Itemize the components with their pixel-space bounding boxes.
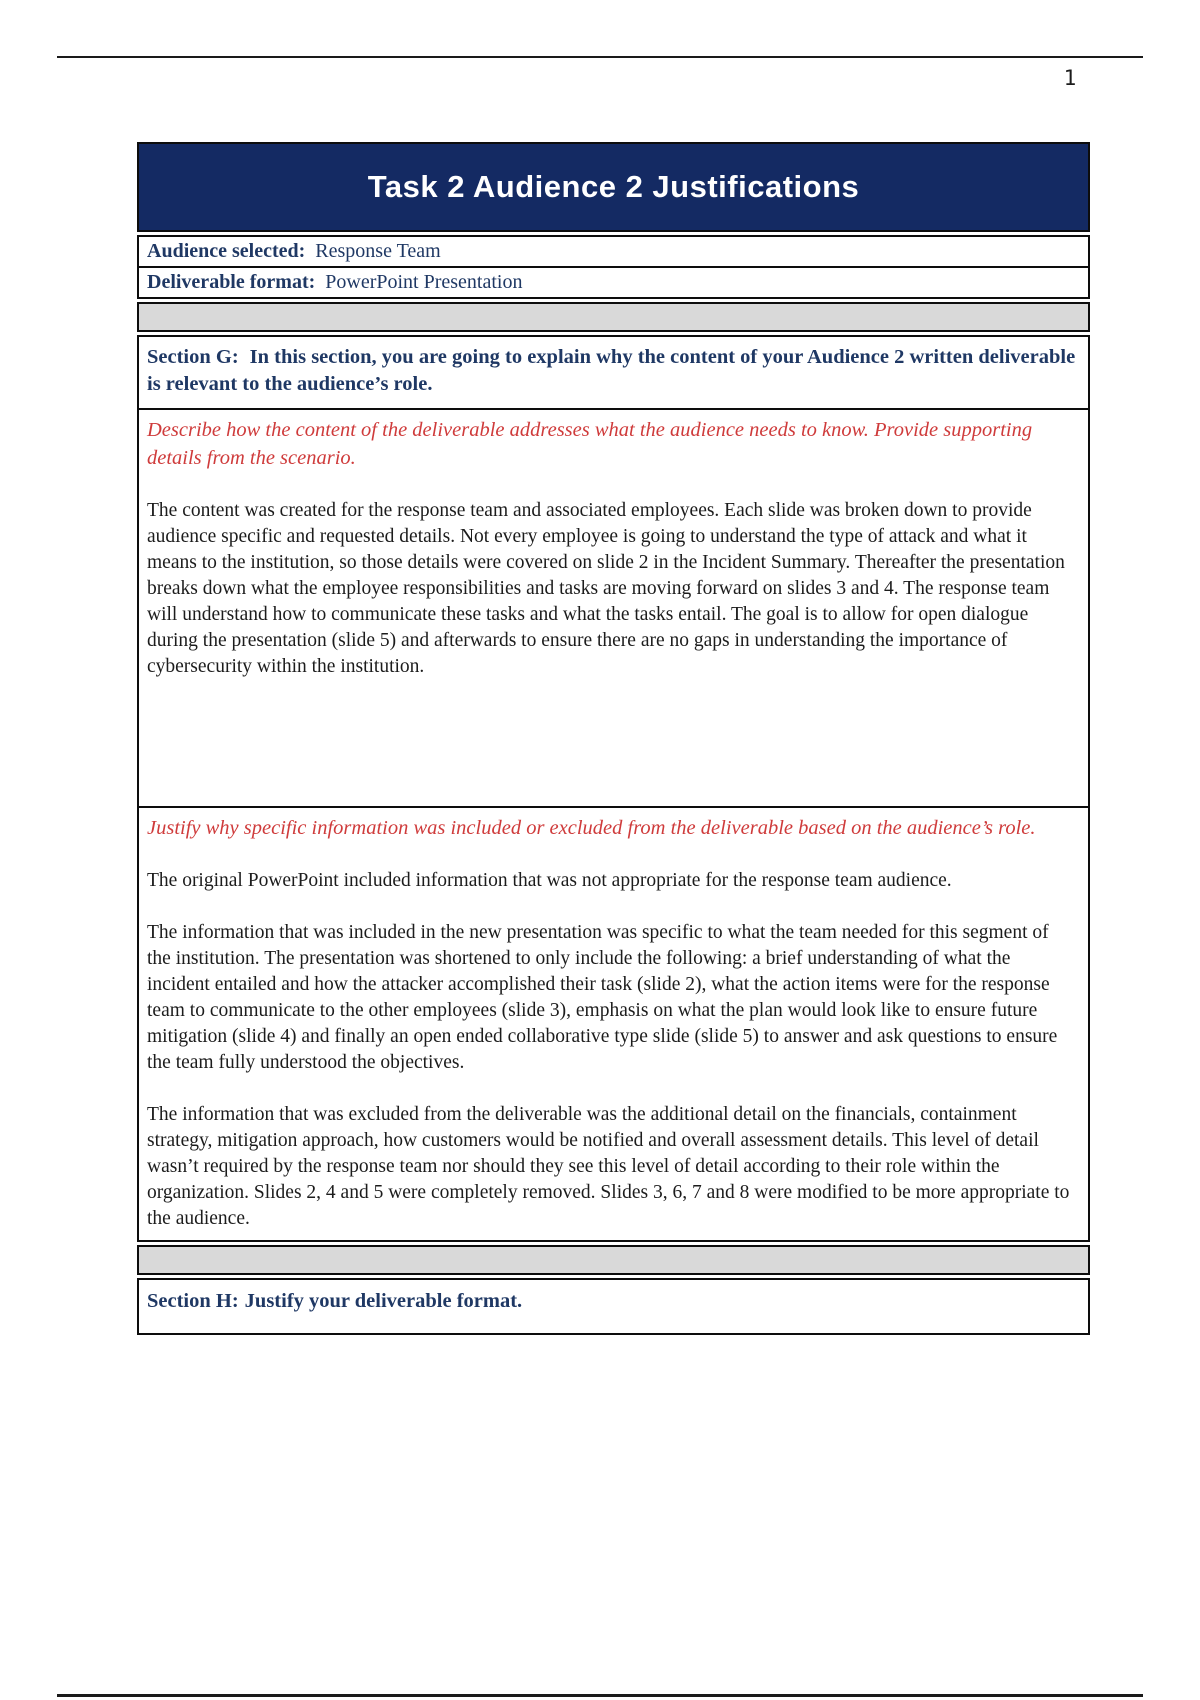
spacer-row (137, 302, 1090, 332)
meta-rows (137, 235, 1090, 299)
document-title: Task 2 Audience 2 Justifications (367, 169, 860, 204)
prompt-justify-inclusion: Justify why specific information was included or excluded from the deliverable based on the audience’s role. (147, 817, 1036, 839)
section-g-heading (137, 335, 1090, 410)
prompt-describe-content: Describe how the content of the deliverable addresses what the audience needs to know. Provide supporting details from the scenario. (147, 419, 1033, 469)
section-h-label: Section H: (147, 1290, 239, 1312)
answer-paragraph: The content was created for the response team and associated employees. Each slide was broken down to provide audience specific and requested details. Not every employee is going to understand the type of attack and what it means to the institution, so those details were covered on slide 2 in the Incident Summary. Thereafter the presentation breaks down what the employee responsibilities and tasks are moving forward on slides 3 and 4. The response team will understand how to communicate these tasks and what the tasks entail. The goal is to allow for open dialogue during the presentation (slide 5) and afterwards to ensure there are no gaps in understanding the importance of cybersecurity within the institution. (147, 500, 1065, 677)
footer-rule (57, 1694, 1143, 1697)
audience-selected-value: Response Team (315, 240, 441, 262)
header-rule (57, 56, 1143, 58)
answer-paragraph: The original PowerPoint included information that was not appropriate for the response team audience. (147, 870, 952, 891)
section-h-heading (137, 1278, 1090, 1335)
deliverable-format-label: Deliverable format: (147, 271, 316, 293)
section-g-cell-2 (137, 806, 1090, 1242)
answer-paragraph: The information that was excluded from the deliverable was the additional detail on the financials, containment strategy, mitigation approach, how customers would be notified and overall assessment details. This level of detail wasn’t required by the response team nor should they see this level of detail according to their role within the organization. Slides 2, 4 and 5 were completely removed. Slides 3, 6, 7 and 8 were modified to be more appropriate to the audience. (147, 1104, 1070, 1229)
section-g-heading-text: In this section, you are going to explain why the content of your Audience 2 written deliverable is relevant to the audience’s role. (147, 346, 1076, 395)
audience-selected-label: Audience selected: (147, 240, 306, 262)
deliverable-format-value: PowerPoint Presentation (325, 271, 523, 293)
section-g-label: Section G: (147, 346, 239, 368)
page-number: 1 (1063, 66, 1077, 90)
section-g-cell-1 (137, 408, 1090, 808)
table-title-bar (137, 142, 1090, 232)
justifications-table (137, 142, 1090, 1335)
section-h-heading-text: Justify your deliverable format. (244, 1290, 523, 1312)
spacer-row (137, 1245, 1090, 1275)
meta-row-audience (139, 237, 1088, 266)
answer-paragraph: The information that was included in the new presentation was specific to what the team needed for this segment of the institution. The presentation was shortened to only include the following: a brief understanding of what the incident entailed and how the attacker accomplished their task (slide 2), what the action items were for the response team to communicate to the other employees (slide 3), emphasis on what the plan would look like to ensure future mitigation (slide 4) and finally an open ended collaborative type slide (slide 5) to answer and ask questions to ensure the team fully understood the objectives. (147, 922, 1058, 1073)
meta-row-format (139, 266, 1088, 297)
